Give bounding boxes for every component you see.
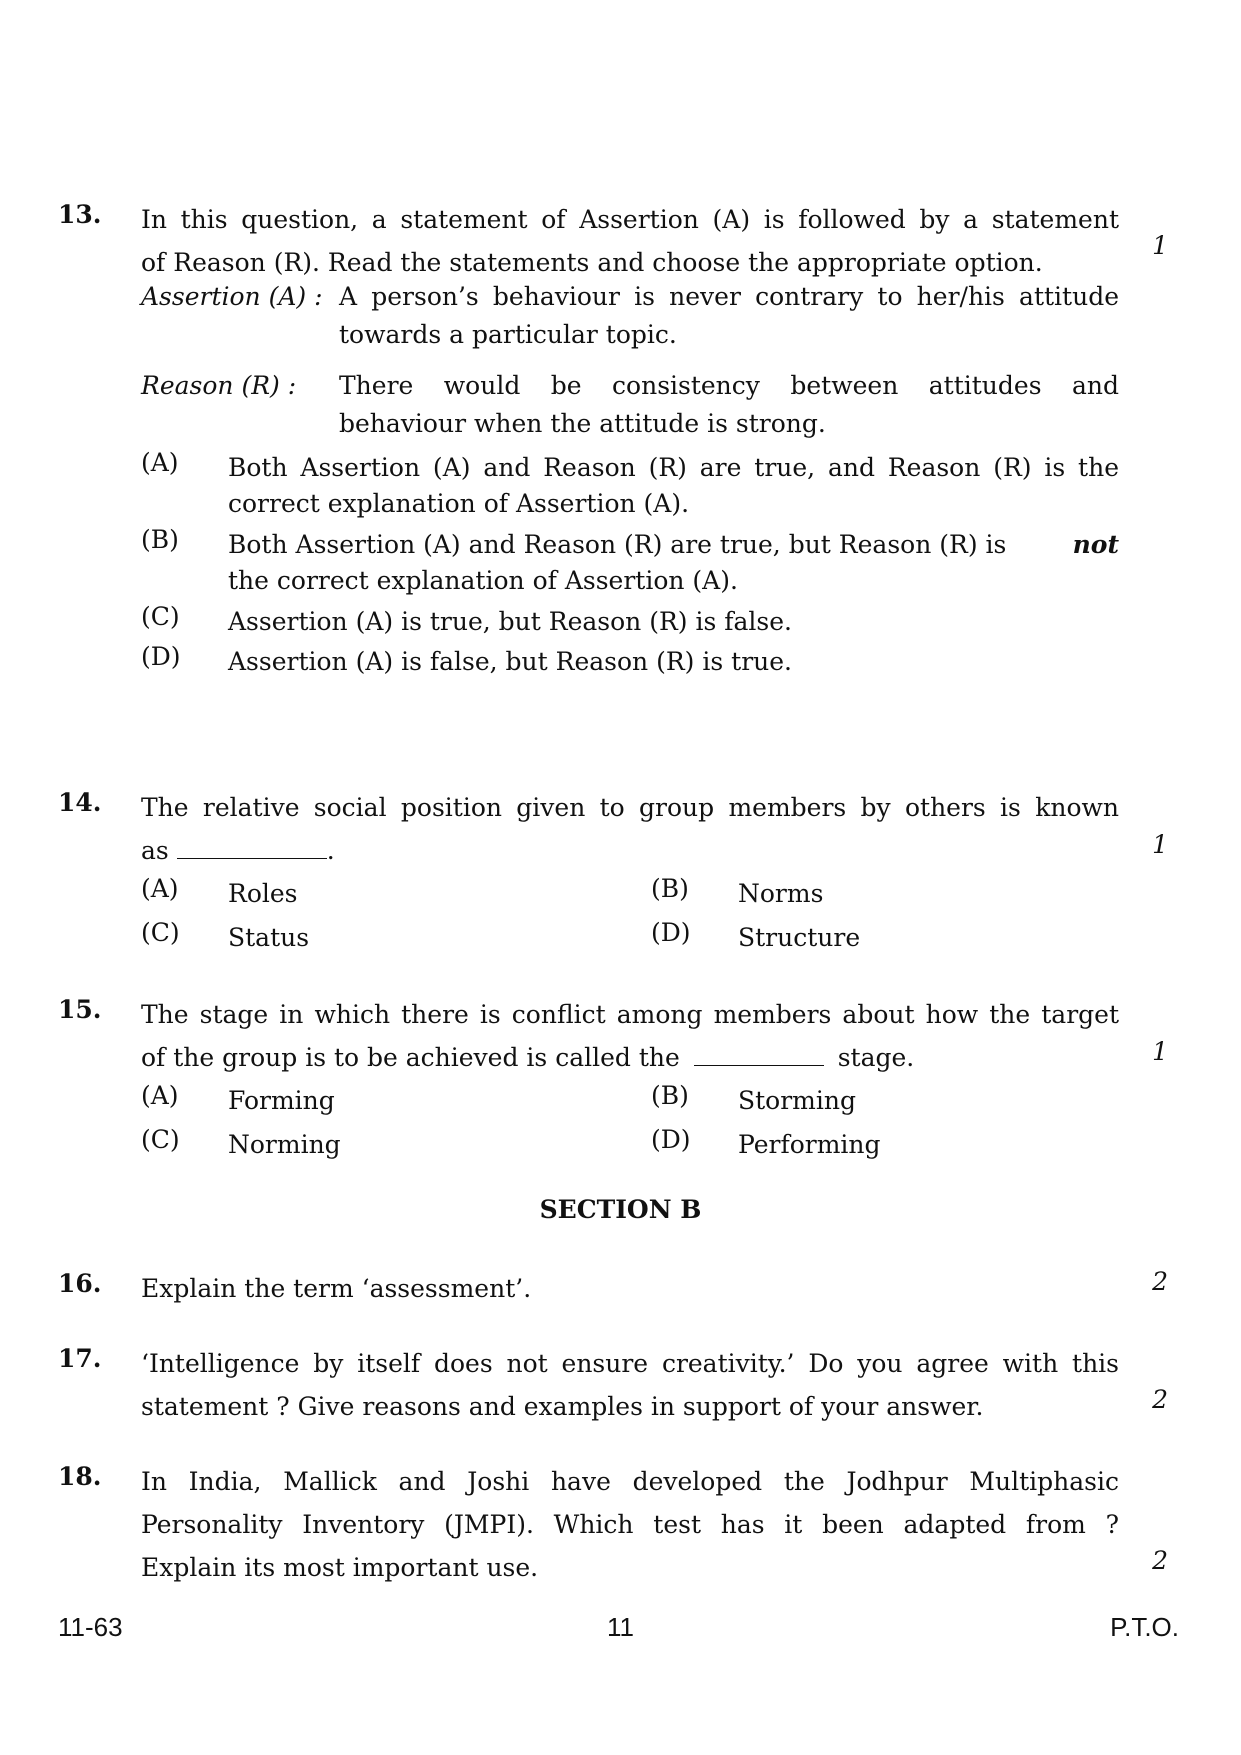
option-text: Both Assertion (A) and Reason (R) are true, and Reason (R) is the — [228, 453, 1119, 482]
option-text: Assertion (A) is true, but Reason (R) is false. — [228, 607, 792, 636]
footer-pto: P.T.O. — [1110, 1612, 1179, 1642]
option-key: (C) — [141, 1125, 180, 1154]
question-line: The relative social position given to group members by others is known — [141, 793, 1119, 822]
option-key: (C) — [141, 918, 180, 947]
question-text — [141, 1267, 1119, 1310]
emphasis-not: not — [1072, 530, 1119, 559]
option-key: (A) — [141, 1081, 179, 1110]
option-key: (A) — [141, 448, 179, 477]
reason-text-2: behaviour when the attitude is strong. — [339, 409, 826, 438]
question-line: ‘Intelligence by itself does not ensure creativity.’ Do you agree with this — [141, 1349, 1119, 1378]
option-text: Performing — [738, 1130, 881, 1159]
question-number: 16. — [58, 1269, 102, 1298]
option-key: (B) — [651, 1081, 689, 1110]
assertion-text-1: A person’s behaviour is never contrary to her/his attitude — [339, 282, 1119, 311]
option-text: Structure — [738, 923, 861, 952]
question-number: 18. — [58, 1462, 102, 1491]
option-key: (B) — [651, 874, 689, 903]
question-line: Explain its most important use. — [141, 1553, 539, 1582]
option-text: Status — [228, 923, 310, 952]
marks: 1 — [1152, 1037, 1168, 1066]
assertion-text-2: towards a particular topic. — [339, 320, 677, 349]
option-key: (D) — [651, 1125, 691, 1154]
question-line: Explain the term ‘assessment’. — [141, 1274, 532, 1303]
question-line: Personality Inventory (JMPI). Which test has it been adapted from ? — [141, 1510, 1119, 1539]
option-text: Storming — [738, 1086, 856, 1115]
option-text: correct explanation of Assertion (A). — [228, 489, 690, 518]
question-line: In this question, a statement of Assertion (A) is followed by a statement — [141, 205, 1119, 234]
question-line: statement ? Give reasons and examples in support of your answer. — [141, 1392, 984, 1421]
question-line: The stage in which there is conflict among members about how the target — [141, 1000, 1119, 1029]
assertion-label: Assertion (A) : — [141, 282, 323, 311]
option-text: Norming — [228, 1130, 341, 1159]
section-heading: SECTION B — [539, 1195, 702, 1224]
reason-label: Reason (R) : — [141, 371, 297, 400]
question-text — [141, 1342, 1119, 1428]
option-text: Norms — [738, 879, 824, 908]
option-text-part: Both Assertion (A) and Reason (R) are true, but Reason (R) is — [228, 530, 1007, 559]
question-number: 15. — [58, 995, 102, 1024]
option-text: Forming — [228, 1086, 335, 1115]
marks: 1 — [1152, 830, 1168, 859]
question-text-part: . — [326, 836, 335, 865]
question-text — [141, 786, 1119, 872]
question-line: In India, Mallick and Joshi have developed the Jodhpur Multiphasic — [141, 1467, 1119, 1496]
option-key: (B) — [141, 525, 179, 554]
footer-page-number: 11 — [607, 1612, 634, 1642]
question-number: 14. — [58, 788, 102, 817]
option-key: (D) — [651, 918, 691, 947]
option-key: (C) — [141, 602, 180, 631]
footer-code: 11-63 — [58, 1612, 123, 1642]
option-text: the correct explanation of Assertion (A). — [228, 566, 738, 595]
reason-text-1: There would be consistency between attitudes and — [339, 371, 1119, 400]
question-text — [141, 198, 1119, 284]
question-line: of Reason (R). Read the statements and choose the appropriate option. — [141, 248, 1043, 277]
question-line — [141, 1036, 1119, 1079]
question-number: 17. — [58, 1344, 102, 1373]
question-text-part: as — [141, 836, 169, 865]
option-text — [228, 525, 1119, 565]
option-key: (D) — [141, 642, 181, 671]
answer-blank — [694, 1045, 824, 1066]
question-text — [141, 993, 1119, 1079]
option-key: (A) — [141, 874, 179, 903]
question-number: 13. — [58, 200, 102, 229]
question-text — [141, 1460, 1119, 1589]
marks: 1 — [1152, 231, 1168, 260]
option-text: Roles — [228, 879, 298, 908]
question-text-part: of the group is to be achieved is called the — [141, 1043, 680, 1072]
question-line — [141, 829, 1119, 872]
marks: 2 — [1152, 1267, 1168, 1296]
question-text-part: stage. — [837, 1043, 915, 1072]
answer-blank — [177, 838, 327, 859]
option-text: Assertion (A) is false, but Reason (R) is true. — [228, 647, 792, 676]
marks: 2 — [1152, 1546, 1168, 1575]
marks: 2 — [1152, 1385, 1168, 1414]
